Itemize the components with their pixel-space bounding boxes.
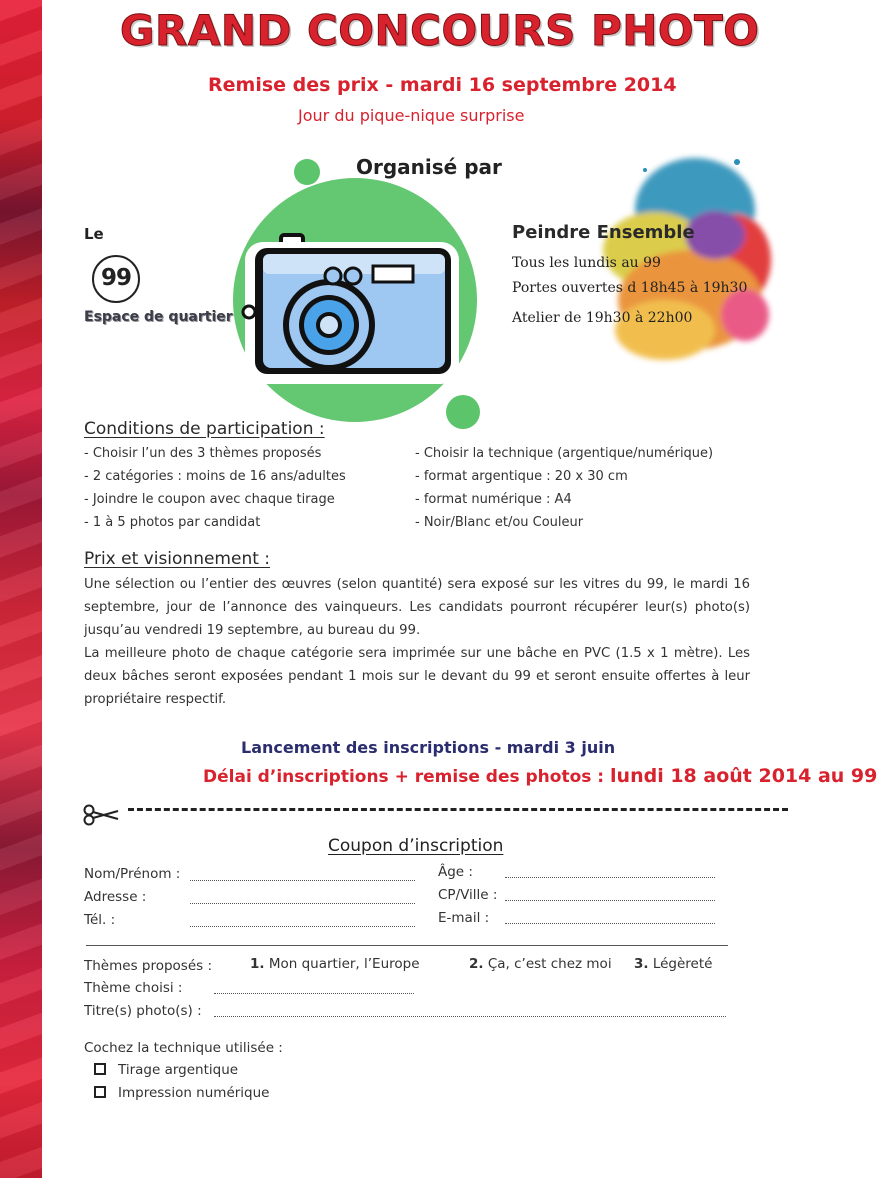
registration-launch: Lancement des inscriptions - mardi 3 juin xyxy=(241,738,616,757)
condition-item: - 2 catégories : moins de 16 ans/adultes xyxy=(84,469,346,484)
registration-deadline xyxy=(203,765,877,787)
theme-number: 3. xyxy=(634,956,649,972)
organizer-logo-99 xyxy=(84,225,233,325)
logo-prefix: Le xyxy=(84,225,104,243)
form-divider xyxy=(86,945,728,946)
theme-label: Légèreté xyxy=(652,956,713,972)
conditions-heading: Conditions de participation : xyxy=(84,419,325,439)
address-label: Adresse : xyxy=(84,889,147,905)
theme-label: Ça, c’est chez moi xyxy=(487,956,612,972)
poster-title: GRAND CONCOURS PHOTO xyxy=(120,6,760,55)
scissors-icon xyxy=(82,804,122,826)
logo-subtitle: Espace de quartier xyxy=(84,309,233,325)
city-field[interactable] xyxy=(505,900,715,901)
prizes-paragraph: La meilleure photo de chaque catégorie sera imprimée sur une bâche en PVC (1.5 x 1 mètre). Les deux bâches seront exposées pendant 1 mois sur le devant du 99 et seront ensuite offertes à leur propriétaire respectif. xyxy=(84,646,750,707)
camera-illustration xyxy=(205,150,505,430)
theme-number: 1. xyxy=(250,956,265,972)
cut-line xyxy=(128,808,788,811)
technique-label-film: Tirage argentique xyxy=(118,1062,239,1078)
name-field[interactable] xyxy=(190,880,415,881)
chosen-theme-field[interactable] xyxy=(214,993,414,994)
phone-field[interactable] xyxy=(190,926,415,927)
email-label: E-mail : xyxy=(438,910,490,926)
condition-item: - Noir/Blanc et/ou Couleur xyxy=(415,515,584,530)
technique-option-film[interactable] xyxy=(94,1062,238,1078)
deadline-prefix: Délai d’inscriptions + remise des photos : xyxy=(203,767,605,787)
chosen-theme-label: Thème choisi : xyxy=(84,980,183,996)
condition-item: - format numérique : A4 xyxy=(415,492,572,507)
painter-schedule-line: Atelier de 19h30 à 22h00 xyxy=(512,310,693,326)
painter-group-name: Peindre Ensemble xyxy=(512,222,695,243)
phone-label: Tél. : xyxy=(84,912,116,928)
condition-item: - format argentique : 20 x 30 cm xyxy=(415,469,628,484)
condition-item: - 1 à 5 photos par candidat xyxy=(84,515,261,530)
painter-schedule-line: Tous les lundis au 99 xyxy=(512,255,661,271)
theme-option-3 xyxy=(634,956,712,972)
photo-titles-label: Titre(s) photo(s) : xyxy=(84,1003,202,1019)
award-date-subtitle: Remise des prix - mardi 16 septembre 2014 xyxy=(208,74,677,96)
condition-item: - Joindre le coupon avec chaque tirage xyxy=(84,492,335,507)
address-field[interactable] xyxy=(190,903,415,904)
coupon-title: Coupon d’inscription xyxy=(328,836,504,856)
themes-label: Thèmes proposés : xyxy=(84,958,213,974)
email-field[interactable] xyxy=(505,923,715,924)
prizes-paragraph: Une sélection ou l’entier des œuvres (selon quantité) sera exposé sur les vitres du 99, le mardi 16 septembre, jour de l’annonce des vainqueurs. Les candidats pourront récupérer leur(s) photo(s) jusqu’au vendredi 19 septembre, au bureau du 99. xyxy=(84,577,750,638)
technique-label: Cochez la technique utilisée : xyxy=(84,1040,283,1056)
theme-option-2 xyxy=(469,956,612,972)
age-label: Âge : xyxy=(438,864,473,880)
deadline-date: lundi 18 août 2014 au 99 xyxy=(610,765,877,787)
technique-option-digital[interactable] xyxy=(94,1085,270,1101)
tagline: Jour du pique-nique surprise xyxy=(298,106,525,125)
theme-option-1 xyxy=(250,956,420,972)
painter-schedule-line: Portes ouvertes d 18h45 à 19h30 xyxy=(512,280,748,296)
condition-item: - Choisir la technique (argentique/numérique) xyxy=(415,446,714,461)
technique-label-digital: Impression numérique xyxy=(118,1085,270,1101)
name-label: Nom/Prénom : xyxy=(84,866,181,882)
checkbox-film[interactable] xyxy=(94,1063,106,1075)
city-label: CP/Ville : xyxy=(438,887,498,903)
condition-item: - Choisir l’un des 3 thèmes proposés xyxy=(84,446,322,461)
decorative-side-band xyxy=(0,0,42,1178)
checkbox-digital[interactable] xyxy=(94,1086,106,1098)
theme-number: 2. xyxy=(469,956,484,972)
prizes-heading: Prix et visionnement : xyxy=(84,549,271,569)
age-field[interactable] xyxy=(505,877,715,878)
logo-99-badge: 99 xyxy=(92,255,140,303)
photo-titles-field[interactable] xyxy=(214,1016,726,1017)
theme-label: Mon quartier, l’Europe xyxy=(268,956,420,972)
organized-by-label: Organisé par xyxy=(356,155,502,179)
